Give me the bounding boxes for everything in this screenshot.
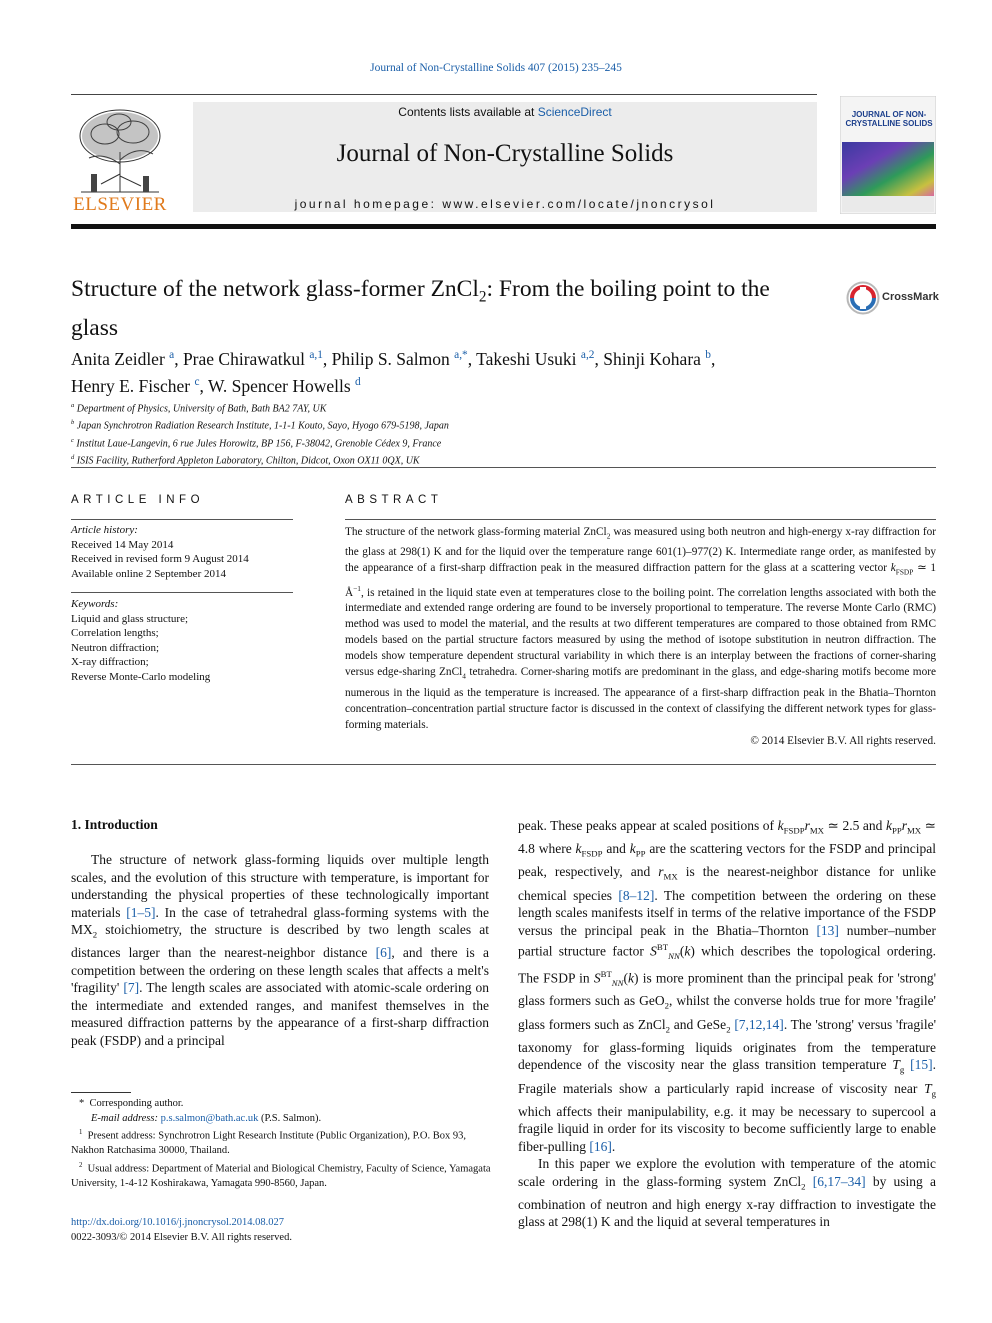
email-link[interactable]: p.s.salmon@bath.ac.uk	[160, 1112, 259, 1124]
citation[interactable]: [15]	[910, 1057, 933, 1073]
header-thick-rule	[71, 224, 936, 229]
author[interactable]: Prae Chirawatkul $^{a,1}$	[182, 348, 323, 369]
article-info-heading: ARTICLE INFO	[71, 494, 205, 506]
author[interactable]: Henry E. Fischer $^c$	[71, 375, 200, 396]
affiliations	[71, 399, 771, 468]
affiliation: $^c$ Institut Laue-Langevin, 6 rue Jules Horowitz, BP 156, F-38042, Grenoble Cédex 9, France	[71, 436, 442, 449]
elsevier-wordmark: ELSEVIER	[73, 194, 167, 215]
cover-title: JOURNAL OF NON-CRYSTALLINE SOLIDS	[845, 110, 933, 128]
divider	[71, 592, 293, 593]
author[interactable]: Anita Zeidler $^a$	[71, 348, 175, 369]
journal-name: Journal of Non-Crystalline Solids	[336, 140, 674, 167]
journal-homepage: journal homepage: www.elsevier.com/locate/jnoncrysol	[294, 197, 716, 211]
citation[interactable]: [7,12,14]	[734, 1016, 784, 1032]
abstract-heading: ABSTRACT	[345, 494, 443, 506]
citation[interactable]: [6,17–34]	[812, 1173, 866, 1189]
author-list: Anita Zeidler $^a$, Prae Chirawatkul $^{a,1}$, Philip S. Salmon $^{a,*}$, Takeshi Usuki $^{a,2}$, Shinji Kohara $^b$, Henry E. Fischer $^c$, W. Spencer Howells $^d$	[71, 348, 716, 396]
article-title: Structure of the network glass-former ZnCl$_2$: From the boiling point to the glass	[71, 276, 770, 341]
citation[interactable]: [7]	[123, 980, 140, 996]
copyright: © 2014 Elsevier B.V. All rights reserved.	[750, 734, 936, 747]
affiliation: $^a$ Department of Physics, University of Bath, Bath BA2 7AY, UK	[71, 402, 327, 415]
journal-cover	[840, 96, 936, 214]
footnote: $^1$ Present address: Synchrotron Light Research Institute (Public Organization), P.O. Box 93, Nakhon Ratchasima 30000, Thailand.	[71, 1129, 466, 1156]
intro-column-2: peak. These peaks appear at scaled positions of $k_{FSDP}r_{MX}$ ≃ 2.5 and $k_{PP}r_{MX}$ ≃ 4.8 where $k_{FSDP}$ and $k_{PP}$ are the scattering vectors for the FSDP and principal peak, respectively, and $r_{MX}$ is the nearest-neighbor distance for unlike chemical species [8–12]. The competition between the ordering on these length scales manifests itself in terms of the relative importance of the FSDP versus the principal peak in the Bhatia–Thornton [13] number–number partial structure factor $S^{BT}_{NN}(k)$ which describes the topological ordering. The FSDP in $S^{BT}_{NN}(k)$ is more prominent than the principal peak for 'strong' glass formers such as GeO$_2$, whilst the converse holds true for more 'fragile' glass formers such as ZnCl$_2$ and GeSe$_2$ [7,12,14]. The 'strong' versus 'fragile' taxonomy for glass-forming liquids originates from the temperature dependence of the viscosity near the glass transition temperature $T_g$ [15]. Fragile materials show a particularly rapid increase of viscosity near $T_g$ which affects their manipulability, e.g. it may be necessary to supercool a fragile liquid in order for its viscosity to become sufficiently large to enable fiber-pulling [16]. In this paper we explore the evolution with temperature of the atomic scale ordering in the glass-forming system ZnCl$_2$ [6,17–34] by using a combination of neutron and high energy x-ray diffraction to investigate the glass at 298(1) K and the liquid at several temperatures in	[518, 818, 937, 1230]
citation[interactable]: [1–5]	[126, 904, 156, 920]
author[interactable]: W. Spencer Howells $^d$	[207, 375, 361, 396]
journal-reference[interactable]: Journal of Non-Crystalline Solids 407 (2015) 235–245	[370, 62, 622, 74]
doi-block	[71, 1215, 292, 1245]
author[interactable]: Shinji Kohara $^b$	[603, 348, 711, 369]
divider	[71, 467, 936, 468]
footnotes	[71, 1097, 491, 1191]
elsevier-logo	[71, 104, 169, 214]
citation[interactable]: [6]	[375, 945, 392, 961]
sciencedirect-link[interactable]: ScienceDirect	[537, 105, 612, 119]
author[interactable]: Philip S. Salmon $^{a,*}$	[331, 348, 468, 369]
abstract-text: The structure of the network glass-forming material ZnCl$_2$ was measured using both neutron and high-energy x-ray diffraction for the glass at 298(1) K and for the liquid over the temperature range 601(1)–977(2) K. Intermediate range order, as manifested by the appearance of a first-sharp diffraction peak in the measured diffraction pattern for the glass at a scattering vector $k_{FSDP}$ ≃ 1 $Å^{-1}$, is retained in the liquid state even at temperatures close to the boiling point. The correlation lengths associated with both the intermediate and extended range ordering are found to be inversely proportional to temperature. The reverse Monte Carlo (RMC) method was used to model the material, and the results at two different temperatures are compared to those obtained from RMC models based on the partial structure factors measured by using the method of isotope substitution in neutron diffraction. The models show temperature dependent structural variability in which there is an interplay between the fractions of corner-sharing versus edge-sharing ZnCl$_4$ tetrahedra. Corner-sharing motifs are predominant in the glass, and edge-sharing motifs become more numerous in the liquid as the temperature is increased. The appearance of a first-sharp diffraction peak in the Bhatia–Thornton concentration–concentration partial structure factor is discussed in the context of classifying the different network types for glass-forming materials. © 2014 Elsevier B.V. All rights reserved.	[345, 526, 936, 747]
affiliation: $^b$ Japan Synchrotron Radiation Research Institute, 1-1-1 Kouto, Sayo, Hyogo 679-5198, Japan	[71, 419, 449, 432]
homepage-link[interactable]: www.elsevier.com/locate/jnoncrysol	[442, 197, 716, 211]
divider	[345, 519, 936, 520]
footnote-rule	[71, 1092, 131, 1093]
doi-link[interactable]: http://dx.doi.org/10.1016/j.jnoncrysol.2014.08.027	[71, 1217, 285, 1228]
citation[interactable]: [13]	[816, 922, 839, 938]
citation[interactable]: [8–12]	[618, 887, 655, 903]
crossmark-label: CrossMark	[882, 291, 939, 303]
divider	[71, 764, 936, 765]
footnote: E-mail address: p.s.salmon@bath.ac.uk (P.S. Salmon).	[91, 1112, 322, 1124]
footnote: * Corresponding author.	[79, 1098, 184, 1109]
contents-line: Contents lists available at ScienceDirect	[398, 105, 612, 119]
divider	[71, 519, 293, 520]
crossmark-badge[interactable]	[846, 281, 940, 315]
section-heading: 1. Introduction	[71, 817, 158, 832]
crossmark-icon	[846, 281, 880, 315]
intro-column-1: The structure of network glass-forming liquids over multiple length scales, and the evolution of this structure with temperature, is important for understanding the physical properties of these technologically important materials [1–5]. In the case of tetrahedral glass-forming systems with the $MX_2$ stoichiometry, the structure is described by two length scales at distances larger than the nearest-neighbor distance [6], and there is a competition between the ordering on these length scales that affects a melt's 'fragility' [7]. The length scales are associated with atomic-scale ordering on the intermediate and extended ranges, and manifest themselves in the measured diffraction patterns by the appearance of a first-sharp diffraction peak (FSDP) and a principal	[71, 852, 489, 1048]
footnote: $^2$ Usual address: Department of Material and Biological Chemistry, Faculty of Science, Yamagata University, 1-4-12 Koshirakawa, Yamagata 990-8560, Japan.	[71, 1161, 491, 1189]
keywords: Keywords: Liquid and glass structure; Correlation lengths; Neutron diffraction; X-ray diffraction; Reverse Monte-Carlo modeling	[71, 598, 211, 683]
article-history: Article history: Received 14 May 2014 Received in revised form 9 August 2014 Available online 2 September 2014	[71, 524, 249, 580]
affiliation: $^d$ ISIS Facility, Rutherford Appleton Laboratory, Chilton, Didcot, Oxon OX11 0QX, UK	[71, 453, 420, 467]
citation[interactable]: [16]	[589, 1138, 612, 1154]
header-rule	[71, 94, 817, 95]
author[interactable]: Takeshi Usuki $^{a,2}$	[476, 348, 595, 369]
issn-line: 0022-3093/© 2014 Elsevier B.V. All rights reserved.	[71, 1232, 292, 1243]
